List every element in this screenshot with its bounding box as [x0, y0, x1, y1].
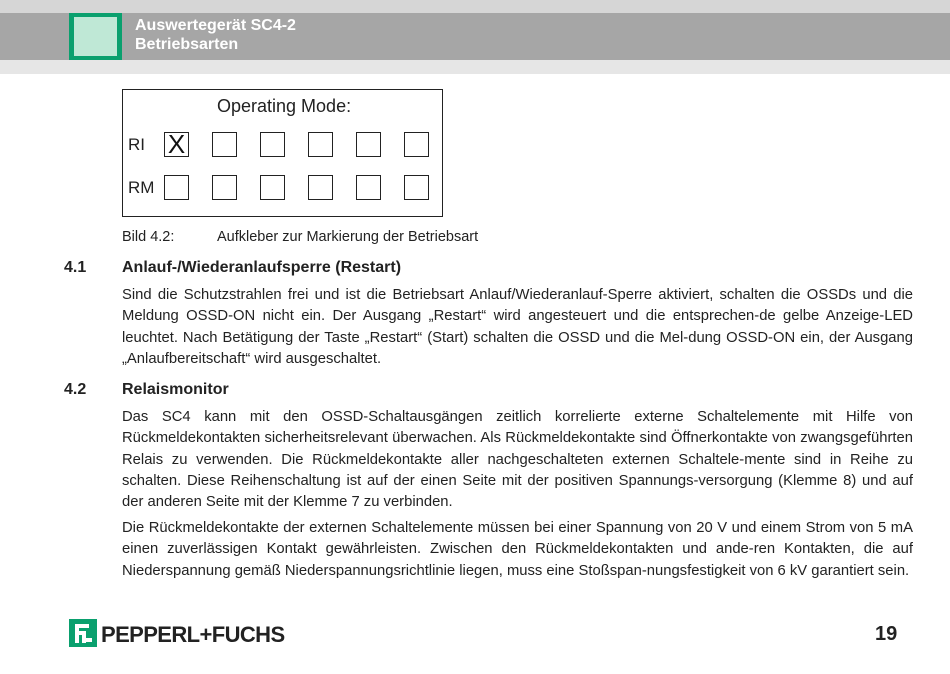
header-band-top	[0, 0, 950, 13]
figure-caption-text: Aufkleber zur Markierung der Betriebsart	[217, 229, 479, 245]
mode-checkbox	[308, 175, 333, 200]
pepperl-fuchs-logo-icon	[69, 619, 97, 647]
figure-caption-number: Bild 4.2:	[122, 229, 175, 245]
mode-checkbox	[356, 132, 381, 157]
section-number: 4.1	[64, 259, 87, 276]
section-marker-icon	[69, 13, 122, 60]
mode-checkbox	[356, 175, 381, 200]
header-title-line2: Betriebsarten	[135, 36, 239, 53]
section-title: Relaismonitor	[122, 381, 229, 398]
mode-checkbox	[308, 132, 333, 157]
brand-name: PEPPERL+FUCHS	[101, 622, 285, 647]
page-header-title	[135, 16, 296, 54]
mode-checkbox: X	[164, 132, 189, 157]
sticker-title: Operating Mode:	[217, 96, 352, 116]
header-band-bottom	[0, 60, 950, 74]
header-title-line1: Auswertegerät SC4-2	[135, 17, 296, 34]
operating-mode-sticker	[122, 89, 443, 217]
mode-checkbox	[260, 132, 285, 157]
row-label-ri: RI	[128, 135, 145, 154]
mode-checkbox	[404, 132, 429, 157]
mode-checkbox	[404, 175, 429, 200]
mode-checkbox	[212, 175, 237, 200]
section-paragraph: Sind die Schutzstrahlen frei und ist die Betriebsart Anlauf/Wiederanlauf-Sperre aktiviert, schalten die OSSDs und die Meldung OSSD-ON nicht ein. Der Ausgang „Restart“ wird angesteuert und die entsprechen-de gelbe Anzeige-LED leuchtet. Nach Betätigung der Taste „Restart“ (Start) schalten die OSSD und die Mel-dung OSSD-ON ein, der Ausgang „Anlaufbereitschaft“ wird ausgeschaltet.	[122, 287, 913, 367]
mode-checkbox	[260, 175, 285, 200]
section-paragraph: Das SC4 kann mit den OSSD-Schaltausgängen zeitlich korrelierte externe Schaltelemente mit Hilfe von Rückmeldekontakten sicherheitsrelevant überwachen. Als Rückmeldekontakte sind Öffnerkontakte von zwangsgeführten Relais zu verwenden. Die Rückmeldekontakte aller nachgeschalteten externen Schaltele-mente sind in Reihe zu schalten. Diese Reihenschaltung ist auf der einen Seite mit der positiven Spannungs-versorgung (Klemme 8) und auf der anderen Seite mit der Klemme 7 zu verbinden.	[122, 409, 913, 511]
section-number: 4.2	[64, 381, 87, 398]
section-paragraph: Die Rückmeldekontakte der externen Schaltelemente müssen bei einer Spannung von 20 V und einem Strom von 5 mA einen zuverlässigen Kontakt gewährleisten. Zwischen den Rückmeldekontakten und ande-ren Kontakten, die auf Niederspannung gemäß Niederspannungsrichtlinie liegen, muss eine Stoßspan-nungsfestigkeit von 6 kV garantiert sein.	[122, 520, 913, 579]
page-number: 19	[875, 623, 898, 645]
section-title: Anlauf-/Wiederanlaufsperre (Restart)	[122, 259, 402, 276]
mode-checkbox	[164, 175, 189, 200]
row-label-rm: RM	[128, 178, 155, 197]
mode-checkbox	[212, 132, 237, 157]
